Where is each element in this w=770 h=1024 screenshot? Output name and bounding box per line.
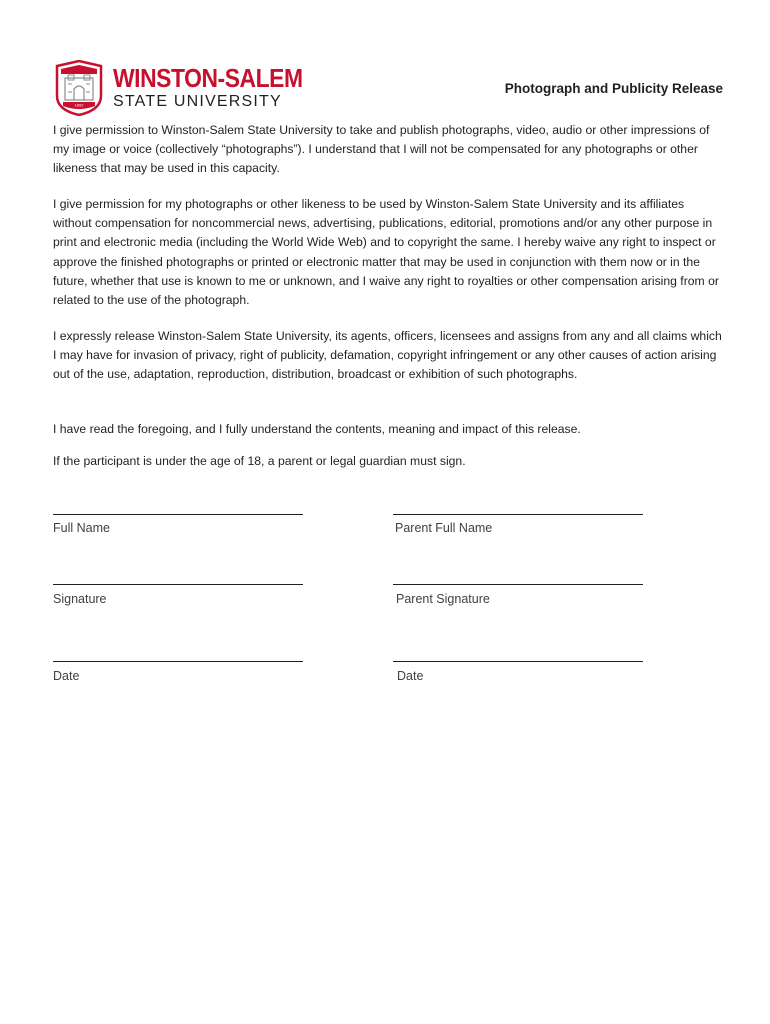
signature-label: Signature [53, 592, 107, 606]
date-field[interactable] [53, 661, 303, 662]
logo-wordmark-top: WINSTON-SALEM [113, 63, 303, 93]
paragraph-usage: I give permission for my photographs or other likeness to be used by Winston-Salem State University and its affiliates without compensation for noncommercial news, advertising, publications, editorial, promotions and/or any other purpose in print and electronic media (including the World Wide Web) and to copyright the same. I hereby waive any right to inspect or approve the finished photographs or printed or electronic matter that may be used in conjunction with them now or in the future, whether that use is known to me or unknown, and I waive any right to royalties or other compensation arising from or related to the use of the photograph. [53, 197, 719, 308]
signature-field[interactable] [53, 584, 303, 585]
paragraph-release: I expressly release Winston-Salem State University, its agents, officers, licensees and assigns from any and all claims which I may have for invasion of privacy, right of publicity, defamation, copyright infringement or any other causes of action arising out of the use, adaptation, reproduction, distribution, broadcast or exhibition of such photographs. [53, 329, 722, 382]
full-name-field[interactable] [53, 514, 303, 515]
university-logo [55, 60, 305, 116]
document-title: Photograph and Publicity Release [504, 81, 723, 96]
emblem-year: 1892 [74, 102, 84, 108]
university-emblem-icon [55, 60, 103, 116]
paragraph-minor-notice: If the participant is under the age of 18, a parent or legal guardian must sign. [53, 454, 466, 468]
parent-full-name-field[interactable] [393, 514, 643, 515]
logo-wordmark-bottom: STATE UNIVERSITY [113, 93, 282, 110]
parent-full-name-label: Parent Full Name [395, 521, 493, 535]
paragraph-permission: I give permission to Winston-Salem State University to take and publish photographs, video, audio or other impressions of my image or voice (collectively “photographs”). I understand that I will not be compensated for any photographs or other likeness that may be used in this capacity. [53, 123, 710, 176]
full-name-label: Full Name [53, 521, 110, 535]
parent-date-label: Date [397, 669, 424, 683]
date-label: Date [53, 669, 80, 683]
parent-date-field[interactable] [393, 661, 643, 662]
parent-signature-label: Parent Signature [396, 592, 490, 606]
parent-signature-field[interactable] [393, 584, 643, 585]
paragraph-acknowledgement: I have read the foregoing, and I fully understand the contents, meaning and impact of this release. [53, 422, 581, 436]
